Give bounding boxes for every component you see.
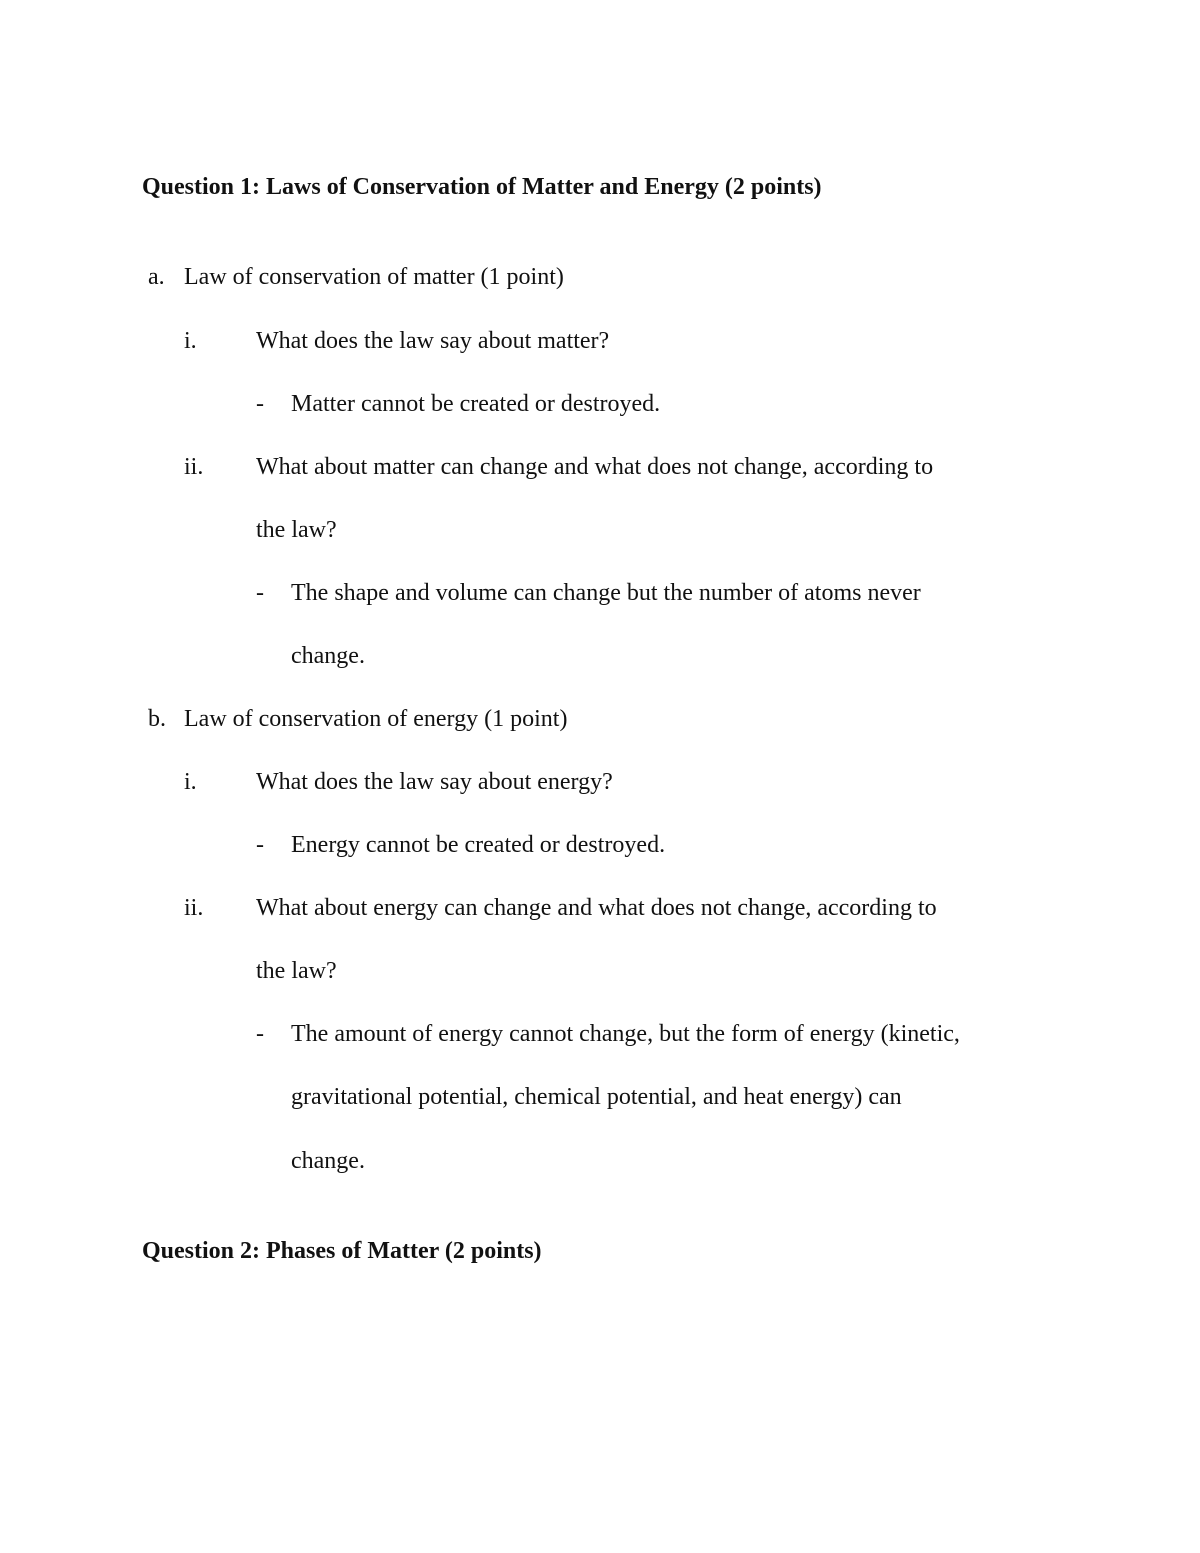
part-b-q1-answer-dash: -	[256, 832, 264, 858]
part-a-q2-answer-line-2: change.	[291, 643, 365, 669]
part-a-q2-answer-line-1: The shape and volume can change but the number of atoms never	[291, 580, 921, 606]
part-a-q2-text-line-1: What about matter can change and what does not change, according to	[256, 454, 934, 480]
part-b-q2-marker: ii.	[184, 895, 204, 921]
part-b-q2-answer-line-1: The amount of energy cannot change, but the form of energy (kinetic,	[291, 1021, 960, 1047]
part-a-marker: a.	[148, 264, 165, 290]
part-a-q2-answer-dash: -	[256, 580, 264, 606]
part-b-title: Law of conservation of energy (1 point)	[184, 706, 568, 732]
part-a-q1-marker: i.	[184, 328, 197, 354]
part-b-q2-answer-dash: -	[256, 1021, 264, 1047]
part-a-title: Law of conservation of matter (1 point)	[184, 264, 564, 290]
part-a-q2-text-line-2: the law?	[256, 517, 337, 543]
part-b-q2-text-line-1: What about energy can change and what does not change, according to	[256, 895, 937, 921]
part-b-q2-answer-line-2: gravitational potential, chemical potential, and heat energy) can	[291, 1084, 902, 1110]
question-1-heading: Question 1: Laws of Conservation of Matter and Energy (2 points)	[142, 174, 822, 200]
part-a-q1-answer-dash: -	[256, 391, 264, 417]
part-a-q2-marker: ii.	[184, 454, 204, 480]
part-a-q1-text: What does the law say about matter?	[256, 328, 610, 354]
question-2-heading: Question 2: Phases of Matter (2 points)	[142, 1238, 542, 1264]
part-b-q1-marker: i.	[184, 769, 197, 795]
part-b-q2-answer-line-3: change.	[291, 1148, 365, 1174]
part-b-q1-text: What does the law say about energy?	[256, 769, 613, 795]
part-b-q2-text-line-2: the law?	[256, 958, 337, 984]
part-b-marker: b.	[148, 706, 166, 732]
part-a-q1-answer: Matter cannot be created or destroyed.	[291, 391, 661, 417]
part-b-q1-answer: Energy cannot be created or destroyed.	[291, 832, 666, 858]
